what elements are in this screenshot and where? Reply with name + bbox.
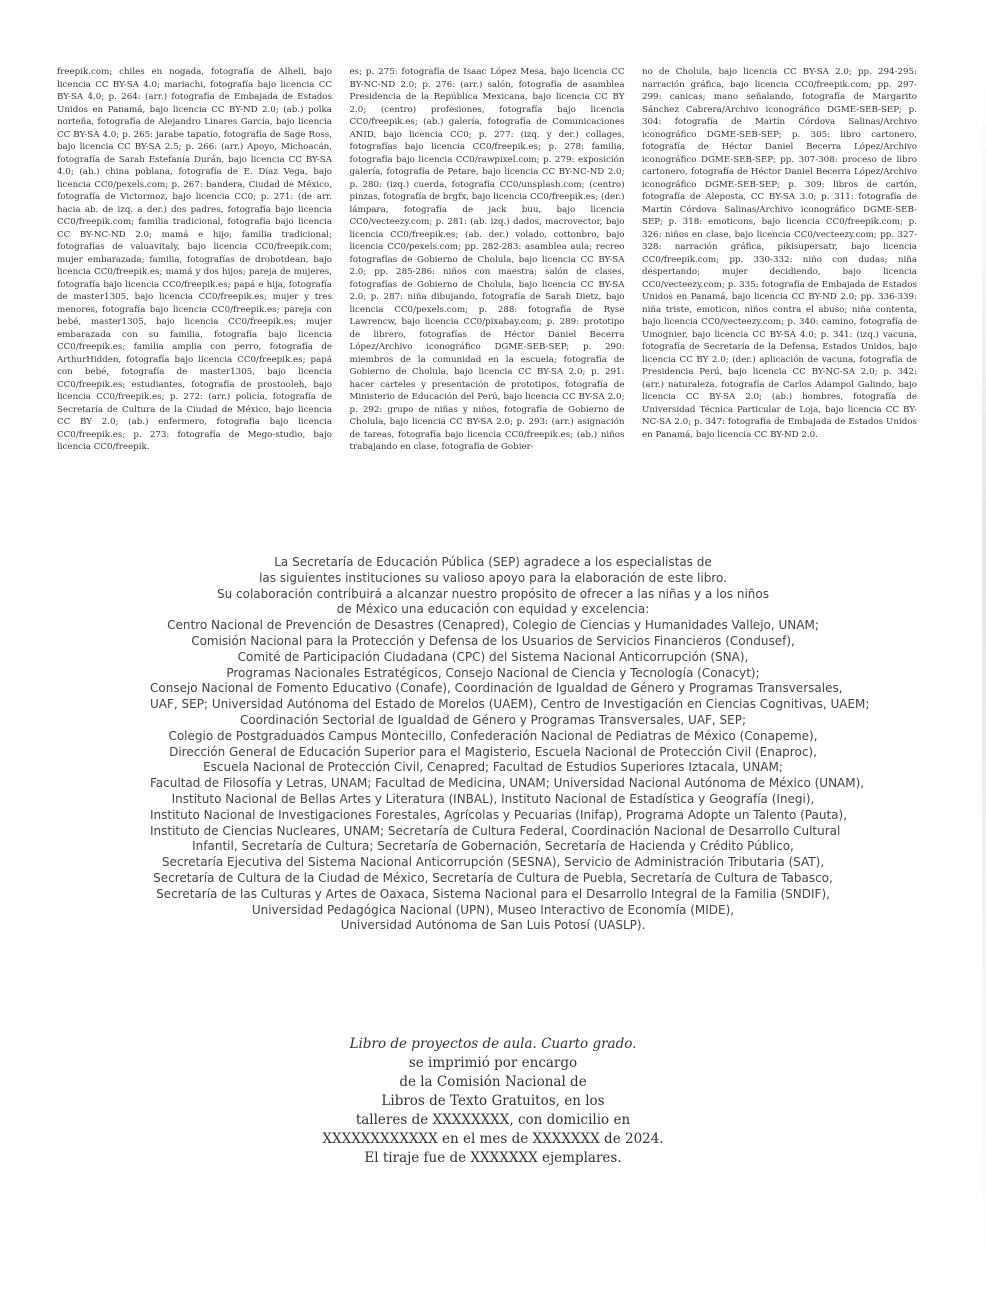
ack-line: Secretaría de las Culturas y Artes de Oaxaca, Sistema Nacional para el Desarrollo Integral de la Familia (SNDIF), [156, 886, 830, 901]
colophon-line: Libros de Texto Gratuitos, en los [381, 1093, 605, 1109]
ack-line: Universidad Pedagógica Nacional (UPN), Museo Interactivo de Economía (MIDE), [251, 902, 735, 917]
ack-line: Su colaboración contribuirá a alcanzar nuestro propósito de ofrecer a las niñas y a los niños [216, 586, 770, 601]
credits-column-2: es; p. 275: fotografía de Isaac López Mesa, bajo licencia CC BY-NC-ND 2.0; p. 276: (arr.) salón, fotografía de asamblea Presidencia de la República Mexicana, bajo licencia CC BY 2.0; (centro) profesiones, fotografía bajo licencia CC0/freepik.es; (ab.) galería, fotografía de Comunicaciones ANID, bajo licencia CC0; p. 277: (izq. y der.) collages, fotografías bajo licencia CC0/freepik.es; p. 278: familia, fotografía bajo licencia CC0/rawpixel.com; p. 279: exposición galería, fotografía de Petare, bajo licencia CC BY-NC-ND 2.0; p. 280: (izq.) cuerda, fotografía CC0/unsplash.com; (centro) pinzas, fotografía de brgfx, bajo licencia CC0/freepik.es; (der.) lámpara, fotografía de jack buu, bajo licencia CC0/vecteezy.com; p. 281: (ab. izq.) dados, macrovector, bajo licencia CC0/freepik.es; (ab. der.) volado, cottonbro, bajo licencia CC0/pexels.com; pp. 282-283: asamblea aula; recreo fotografías de Gobierno de Cholula, bajo licencia CC BY-SA 2.0; pp. 285-286: niños con maestra; salón de clases, fotografías de Gobierno de Cholula, bajo licencia CC BY-SA 2.0; p. 287: niña dibujando, fotografía de Sarah Dietz, bajo licencia CC0/pexels.com; p. 288: fotografía de Ryse Lawrencw, bajo licencia CC0/pixabay.com; p. 289: prototipo de librero, fotografías de Héctor Daniel Becerra López/Archivo iconográfico DGME-SEB-SEP; p. 290: miembros de la comunidad en la escuela; fotografía de Gobierno de Cholula, bajo licencia CC BY-SA 2.0; p. 291: hacer carteles y presentación de prototipos, fotografía de Ministerio de Educación del Perú, bajo licencia CC BY-SA 2.0; p. 292: grupo de niñas y niños, fotografía de Gobierno de Cholula, bajo licencia CC BY-SA 2.0; p. 293: (arr.) asignación de tareas, fotografía bajo licencia CC0/freepik.es; (ab.) niños trabajando en clase, fotografía de Gobier- [349, 67, 625, 452]
ack-line: Secretaría Ejecutiva del Sistema Nacional Anticorrupción (SESNA), Servicio de Administración Tributaria (SAT), [161, 855, 825, 870]
credits-column-1: freepik.com; chiles en nogada, fotografía de Alheli, bajo licencia CC BY-SA 4.0; mariachi, fotografía bajo licencia CC BY-SA 4.0; p. 264: (arr.) fotografía de Embajada de Estados Unidos en Panamá, bajo licencia CC BY-ND 2.0; (ab.) polka norteña, fotografía de Alejandro Linares García, bajo licencia CC BY-SA 4.0; p. 265: jarabe tapatío, fotografía de Sage Ross, bajo licencia CC BY-SA 2.5; p. 266: (arr.) Apoyo, Michoacán, fotografía de Sarah Estefanía Durán, bajo licencia CC BY-SA 4.0; (ab.) china poblana, fotografía de E. Díaz Vega, bajo licencia CC0/pexels.com; p. 267: bandera, Ciudad de México, fotografía de Victormoz, bajo licencia CC0; p. 271: (de arr. hacia ab. de izq. a der.) dos padres, fotografía bajo licencia CC0/freepik.com; familia tradicional, fotografía bajo licencia CC BY-NC-ND 2.0; mamá e hijo; familia tradicional; fotografías de valuavitaly, bajo licencia CC0/freepik.com; mujer embarazada; familia, fotografías de drobotdean, bajo licencia CC0/freepik.es; mamá y dos hijos; pareja de mujeres, fotografía bajo licencia CC0/freepik.es; papá e hija, fotografía de master1305, bajo licencia CC0/freepik.es; mujer y tres menores, fotografía bajo licencia CC0/freepik.es; pareja con bebé, master1305, bajo licencia CC0/freepik.es; mujer embarazada con su familia, fotografía bajo licencia CC0/freepik.es; familia amplia con perro, fotografía de ArthurHidden, fotografía bajo licencia CC0/freepik.es; papá con bebé, fotografía de master1305, bajo licencia CC0/freepik.es; estudiantes, fotografía de prostooleh, bajo licencia CC0/freepik.es; p. 272: (arr.) policía, fotografía de Secretaría de Cultura de la Ciudad de México, bajo licencia CC BY 2.0; (ab.) enfermero, fotografía bajo licencia CC0/freepik.es; p. 273: fotografía de Mego-studio, bajo licencia CC0/freepik. [57, 67, 332, 452]
ack-line: Secretaría de Cultura de la Ciudad de México, Secretaría de Cultura de Puebla, Secretaría de Cultura de Tabasco, [153, 870, 833, 885]
ack-line: Dirección General de Educación Superior para el Magisterio, Escuela Nacional de Protección Civil (Enaproc), [169, 744, 817, 759]
colophon-line: de la Comisión Nacional de [399, 1074, 587, 1090]
colophon-title: Libro de proyectos de aula. Cuarto grado. [349, 1036, 637, 1052]
ack-line: Escuela Nacional de Protección Civil, Cenapred; Facultad de Estudios Superiores Iztacala, UNAM; [203, 760, 783, 775]
ack-line: Consejo Nacional de Fomento Educativo (Conafe), Coordinación de Igualdad de Género y Programas Transversales, [150, 681, 843, 696]
ack-line: Centro Nacional de Prevención de Desastres (Cenapred), Colegio de Ciencias y Humanidades Vallejo, UNAM; [167, 618, 819, 633]
ack-line: Facultad de Filosofía y Letras, UNAM; Facultad de Medicina, UNAM; Universidad Nacional Autónoma de México (UNAM), [150, 776, 865, 791]
ack-line: Coordinación Sectorial de Igualdad de Género y Programas Transversales, UAF, SEP; [239, 712, 747, 727]
page-edge-shadow [982, 80, 986, 1260]
ack-line: La Secretaría de Educación Pública (SEP) agradece a los especialistas de [274, 555, 712, 569]
ack-line: UAF, SEP; Universidad Autónoma del Estado de Morelos (UAEM), Centro de Investigación en Ciencias Cognitivas, UAEM; [150, 697, 870, 712]
ack-line: Instituto Nacional de Investigaciones Forestales, Agrícolas y Pecuarias (Inifap), Programa Adopte un Talento (Pauta), [150, 807, 848, 822]
credits-column-3: no de Cholula, bajo licencia CC BY-SA 2.0; pp. 294-295: narración gráfica, bajo licencia CC0/freepik.com; pp. 297-299: canicas; mano señalando, fotografía de Margarito Sánchez Cabrera/Archivo iconográfico DGME-SEB-SEP; p. 304: fotografía de Martín Córdova Salinas/Archivo iconográfico DGME-SEB-SEP; p. 305: libro cartonero, fotografía de Héctor Daniel Becerra López/Archivo iconográfico DGME-SEB-SEP; pp. 307-308: proceso de libro cartonero, fotografía de Héctor Daniel Becerra López/Archivo iconográfico DGME-SEB-SEP; p. 309: libros de cartón, fotografía de Aleposta, CC BY-SA 3.0; p. 311: fotografía de Martín Córdova Salinas/Archivo iconográfico DGME-SEB-SEP; p. 318: emoticons, bajo licencia CC0/freepik.com; p. 326: niños en clase, bajo licencia CC0/vecteezy.com; pp. 327-328: narración gráfica, pikisupersatr, bajo licencia CC0/freepik.com; pp. 330-332: niño con dudas; niña despertando; mujer decidiendo, bajo licencia CC0/vecteezy.com; p. 335: fotografía de Embajada de Estados Unidos en Panamá, bajo licencia CC BY-ND 2.0; pp. 336-339: niña triste, emoticon, niños contra el abuso; niña contenta, bajo licencia CC0/vecteezy.com; p. 340: camino, fotografía de Umognier, bajo licencia CC BY-SA 4.0; p. 341: (izq.) vacuna, fotografía de Secretaría de la Defensa, Estados Unidos, bajo licencia CC BY 2.0; (der.) aplicación de vacuna, fotografía de Presidencia Perú, bajo licencia CC BY-NC-SA 2.0; p. 342: (arr.) naturaleza, fotografía de Carlos Adampol Galindo, bajo licencia CC BY-SA 2.0; (ab.) hombres, fotografía de Universidad Técnica Particular de Loja, bajo licencia CC BY-NC-SA 2.0; p. 347: fotografía de Embajada de Estados Unidos en Panamá, bajo licencia CC BY-ND 2.0. [642, 67, 917, 440]
acknowledgements [150, 555, 870, 934]
colophon-line: El tiraje fue de XXXXXXX ejemplares. [364, 1150, 622, 1166]
ack-line: Universidad Autónoma de San Luis Potosí (UASLP). [340, 918, 646, 933]
ack-line: Instituto de Ciencias Nucleares, UNAM; Secretaría de Cultura Federal, Coordinación Nacional de Desarrollo Cultural [150, 823, 841, 838]
ack-line: Colegio de Postgraduados Campus Montecillo, Confederación Nacional de Pediatras de México (Conapeme), [168, 728, 818, 743]
ack-line: de México una educación con equidad y excelencia: [336, 602, 650, 617]
colophon-line: XXXXXXXXXXXX en el mes de XXXXXXX de 2024. [322, 1131, 664, 1147]
colophon [290, 1035, 696, 1168]
ack-line: Programas Nacionales Estratégicos, Consejo Nacional de Ciencia y Tecnología (Conacyt); [226, 665, 760, 680]
colophon-line: talleres de XXXXXXXX, con domicilio en [355, 1112, 631, 1128]
ack-line: las siguientes instituciones su valioso apoyo para la elaboración de este libro. [259, 570, 727, 585]
ack-line: Infantil, Secretaría de Cultura; Secretaría de Gobernación, Secretaría de Hacienda y Crédito Público, [192, 839, 794, 854]
ack-line: Comité de Participación Ciudadana (CPC) del Sistema Nacional Anticorrupción (SNA), [237, 649, 749, 664]
ack-line: Comisión Nacional para la Protección y Defensa de los Usuarios de Servicios Financieros (Condusef), [191, 633, 795, 648]
colophon-line: se imprimió por encargo [408, 1055, 578, 1071]
ack-line: Instituto Nacional de Bellas Artes y Literatura (INBAL), Instituto Nacional de Estadística y Geografía (Inegi), [171, 791, 815, 806]
photo-credits [57, 66, 917, 454]
